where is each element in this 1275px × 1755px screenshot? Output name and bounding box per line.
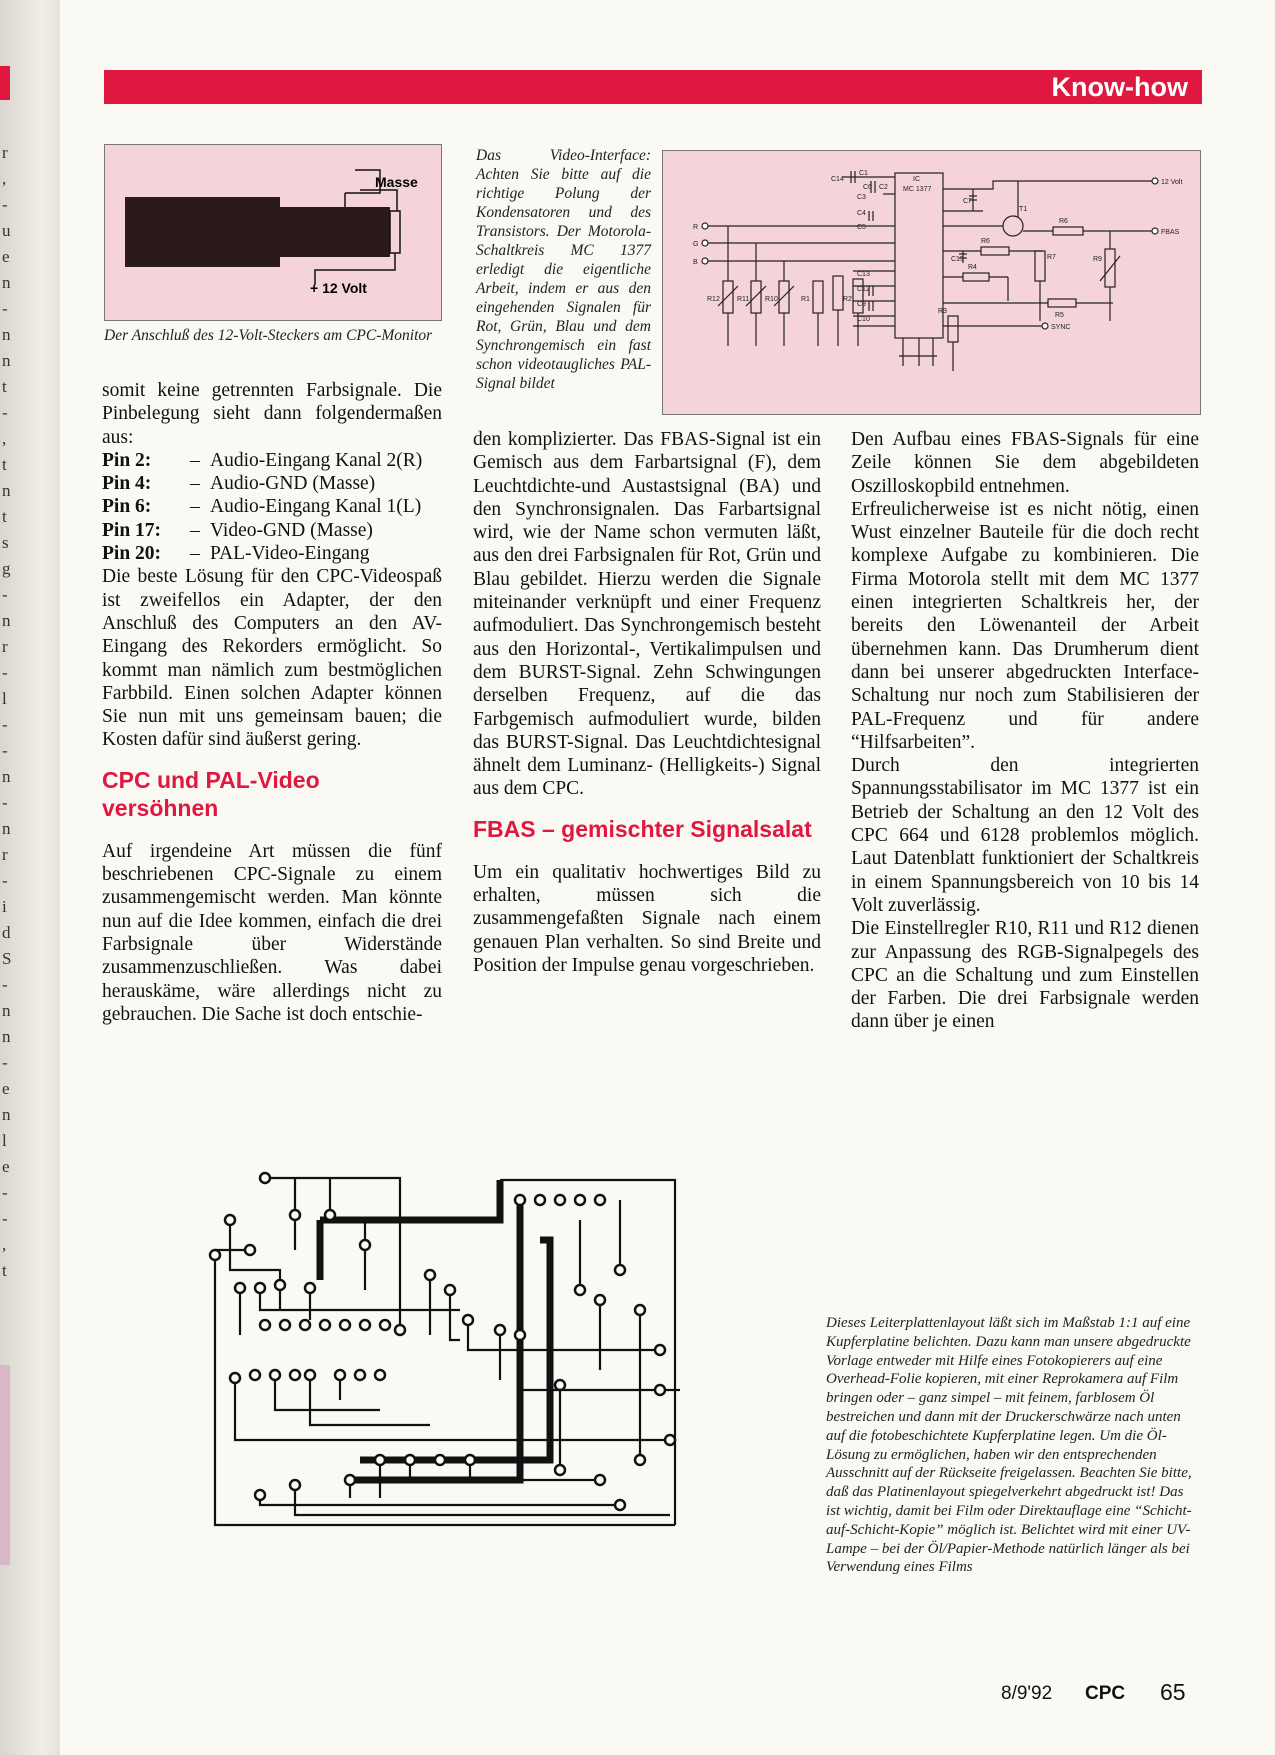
spine-letter: t [2, 377, 7, 396]
spine-letter: - [2, 585, 8, 604]
col3-para2: Erfreulicherweise ist es nicht nötig, einen Wust einzelner Bauteile für die doch recht komplexe Aufgabe zu kombinieren. Die Firma Motorola stellt mit dem MC 1377 einen integrierten Schaltkreis her, der bereits den Löwenanteil der Arbeit übernehmen kann. Das Drumherum dient dann bei unserer abgedruckten Interface-Schaltung nur noch zum Stabilisieren der PAL-Frequenz und für andere “Hilfsarbeiten”. [851, 498, 1199, 753]
svg-text:C12: C12 [857, 286, 870, 293]
col1-intro: somit keine getrennten Farbsignale. Die Pinbelegung sieht dann folgendermaßen aus: [102, 380, 442, 448]
spine-letter: n [2, 1105, 11, 1124]
svg-text:C4: C4 [857, 210, 866, 217]
svg-text:C10: C10 [857, 316, 870, 323]
label-sync: SYNC [1051, 324, 1071, 331]
pin-description: PAL-Video-Eingang [210, 543, 370, 565]
ic-chip [895, 173, 943, 338]
spine-letter: s [2, 533, 9, 552]
column-2 [473, 428, 821, 977]
svg-text:R7: R7 [1047, 254, 1056, 261]
magazine-name: CPC [1085, 1683, 1126, 1704]
svg-text:C1: C1 [859, 170, 868, 177]
spine-letter: t [2, 507, 7, 526]
col3-para4: Die Einstellregler R10, R11 und R12 dienen zur Anpassung des RGB-Signalpegels des CPC an die Schaltung und zum Einstellen der Farben. Die drei Farbsignale werden dann über je einen [851, 918, 1199, 1033]
plug-body [125, 197, 280, 267]
pin-dash: – [190, 449, 200, 471]
svg-text:C5: C5 [857, 224, 866, 231]
spine-letter: e [2, 1157, 10, 1176]
svg-text:R: R [693, 224, 699, 231]
column-3 [851, 428, 1199, 1034]
ground-label: Masse [375, 174, 418, 190]
pin-row [102, 449, 442, 472]
spine-letter: t [2, 1261, 7, 1280]
spine-letter: , [2, 429, 7, 448]
pin-row [102, 472, 442, 495]
pin-row [102, 519, 442, 542]
spine-red-mark [0, 66, 10, 100]
spine-letter: i [2, 897, 7, 916]
plug-tip [390, 211, 400, 253]
spine-letter: - [2, 1183, 8, 1202]
pin-list [102, 449, 442, 565]
svg-text:C9: C9 [857, 301, 866, 308]
spine-letter: - [2, 715, 8, 734]
svg-text:C2: C2 [879, 184, 888, 191]
pcb-caption: Dieses Leiterplattenlayout läßt sich im Maßstab 1:1 auf eine Kupferplatine belichten. Dazu kann man unsere abgedruckte Vorlage entweder mit Hilfe eines Fotokopierers auf eine Overhead-Folie kopieren, mit einer Reprokamera auf Film bringen oder – ganz simpel – mit feinem, farblosem Öl bestreichen und dann mit der Druckerschwärze nach unten auf die fotobeschichtete Kupferplatine legen. Um die Öl-Lösung zu ermöglichen, haben wir den entsprechenden Ausschnitt auf der Rückseite freigelassen. Beachten Sie bitte, daß das Platinenlayout spiegelverkehrt abgedruckt ist! Das ist wichtig, damit bei Film oder Direktauflage eine “Schicht-auf-Schicht-Kopie” möglich ist. Belichtet wird mit einer UV-Lampe – bei der Öl/Papier-Methode natürlich länger als bei Verwendung eines Films [826, 1315, 1192, 1576]
spine-letter: g [2, 559, 11, 578]
svg-text:R12: R12 [707, 296, 720, 303]
pin-row [102, 495, 442, 518]
spine-letter: n [2, 351, 11, 370]
section-label: Know-how [1051, 72, 1188, 102]
svg-text:R11: R11 [737, 296, 750, 303]
pcb-layout [200, 1160, 700, 1560]
spine-letter: l [2, 689, 7, 708]
jack-figure [104, 144, 442, 321]
issue-date: 8/9'92 [1001, 1683, 1053, 1704]
pin-dash: – [190, 496, 200, 518]
plug-barrel [280, 207, 390, 257]
spine-letter: S [2, 949, 12, 968]
circuit-figure [662, 150, 1201, 415]
spine-letter: l [2, 1131, 7, 1150]
spine-letter: n [2, 325, 11, 344]
spine-letter: e [2, 1079, 10, 1098]
pin-description: Audio-Eingang Kanal 1(L) [210, 496, 422, 518]
pin-number: Pin 2: [102, 449, 152, 471]
spine-letter: - [2, 403, 8, 422]
pin-number: Pin 17: [102, 519, 162, 541]
spine-letter: - [2, 975, 8, 994]
svg-text:R3: R3 [938, 308, 947, 315]
jack-diagram [105, 145, 441, 320]
spine-letter: e [2, 247, 10, 266]
label-12v: 12 Volt [1161, 179, 1183, 186]
pin-number: Pin 4: [102, 473, 152, 495]
pin-description: Video-GND (Masse) [210, 519, 373, 541]
svg-text:R1: R1 [801, 296, 810, 303]
col1-heading: CPC und PAL-Video versöhnen [102, 766, 320, 821]
col2-para1: den komplizierter. Das FBAS-Signal ist ein Gemisch aus dem Farbartsignal (F), dem Leuchtdichte-und Austastsignal (BA) und den Synchronsignalen. Das Farbartsignal wird, wie der Name schon vermuten läßt, aus den drei Farbsignalen für Rot, Grün und Blau gebildet. Hierzu werden die Signale miteinander verknüpft und einer Frequenz aufmoduliert. Das Synchrongemisch besteht aus den Horizontal-, Vertikalimpulsen und dem BURST-Signal. Zehn Schwingungen derselben Frequenz, auf die das Farbgemisch aufmoduliert wurde, bilden das BURST-Signal. Das Leuchtdichtesignal ähnelt dem Luminanz- (Helligkeits-) Signal aus dem CPC. [473, 429, 821, 800]
svg-text:T1: T1 [1019, 206, 1028, 213]
spine-letter: , [2, 1235, 7, 1254]
svg-text:C3: C3 [857, 194, 866, 201]
spine-letter: n [2, 767, 11, 786]
ic-name: MC 1377 [903, 186, 932, 193]
spine-letter: - [2, 299, 8, 318]
pin-description: Audio-GND (Masse) [210, 473, 376, 495]
circuit-schematic [663, 151, 1200, 414]
svg-text:C6: C6 [863, 184, 872, 191]
spine-letter: d [2, 923, 11, 942]
spine-letter: n [2, 481, 11, 500]
svg-text:C15: C15 [951, 256, 964, 263]
col3-para1: Den Aufbau eines FBAS-Signals für eine Zeile können Sie dem abgebildeten Oszilloskopbild entnehmen. [851, 429, 1199, 497]
spine-letter: - [2, 1053, 8, 1072]
column-1 [102, 379, 442, 1026]
svg-text:R6: R6 [981, 238, 990, 245]
ic-label: IC [913, 176, 920, 183]
svg-text:C7: C7 [963, 198, 972, 205]
spine-letter: - [2, 793, 8, 812]
section-header-bar [104, 70, 1202, 104]
spine-letter: - [2, 741, 8, 760]
pin-number: Pin 6: [102, 496, 152, 518]
spine-letter: n [2, 611, 11, 630]
spine-letter: - [2, 195, 8, 214]
svg-text:R4: R4 [968, 264, 977, 271]
svg-text:C13: C13 [857, 271, 870, 278]
col2-para2: Um ein qualitativ hochwertiges Bild zu erhalten, müssen sich die zusammengefaßten Signale nach einem genauen Plan verhalten. So sind Breite und Position der Impulse genau vorgeschrieben. [473, 861, 821, 976]
pin-dash: – [190, 519, 200, 541]
spine-letter: t [2, 455, 7, 474]
spine-tint-mark [0, 1365, 10, 1565]
pin-dash: – [190, 473, 200, 495]
spine-letter: r [2, 143, 8, 162]
spine-letter: r [2, 637, 8, 656]
spine-letter: n [2, 1027, 11, 1046]
svg-text:R5: R5 [1055, 312, 1064, 319]
col1-para1: Die beste Lösung für den CPC-Videospaß ist zweifellos ein Adapter, der den Anschluß des Computers an den AV-Eingang des Rekorders ermöglicht. So kommt man nämlich zum bestmöglichen Farbbild. Einen solchen Adapter können Sie nun mit uns gemeinsam bauen; die Kosten dafür sind äußerst gering. [102, 566, 442, 751]
pin-dash: – [190, 543, 200, 565]
col1-para2: Auf irgendeine Art müssen die fünf beschriebenen CPC-Signale zu einem zusammengemischt werden. Man könnte nun auf die Idee kommen, einfach die drei Farbsignale über Widerstände zusammenzuschließen. Was dabei herauskäme, wäre allerdings nicht zu gebrauchen. Die Sache ist doch entschie- [102, 840, 442, 1025]
previous-page-edge-text [2, 140, 16, 1284]
svg-text:C14: C14 [831, 176, 844, 183]
spine-letter: , [2, 169, 7, 188]
voltage-label: + 12 Volt [310, 280, 367, 296]
spine-letter: r [2, 845, 8, 864]
pin-description: Audio-Eingang Kanal 2(R) [210, 449, 423, 471]
svg-text:R2: R2 [843, 296, 852, 303]
col3-para3: Durch den integrierten Spannungsstabilisator im MC 1377 ist ein Betrieb der Schaltung an den 12 Volt des CPC 664 und 6128 problemlos möglich. Laut Datenblatt funktioniert der Schaltkreis in einem Spannungsbereich von 10 bis 14 Volt zuverlässig. [851, 755, 1199, 916]
spine-letter: - [2, 871, 8, 890]
spine-letter: - [2, 1209, 8, 1228]
jack-caption: Der Anschluß des 12-Volt-Steckers am CPC-Monitor [104, 327, 433, 344]
spine-letter: - [2, 663, 8, 682]
label-fbas: FBAS [1161, 229, 1180, 236]
page-number: 65 [1160, 1679, 1186, 1705]
spine-letter: u [2, 221, 11, 240]
svg-text:R9: R9 [1093, 256, 1102, 263]
svg-text:R10: R10 [765, 296, 778, 303]
circuit-caption: Das Video-Interface: Achten Sie bitte auf die richtige Polung der Kondensatoren und des Transistors. Der Motorola-Schaltkreis MC 1377 erledigt die eigentliche Arbeit, indem er aus den eingehenden Signalen für Rot, Grün, Blau und dem Synchrongemisch ein fast schon videotaugliches PAL-Signal bildet [476, 147, 651, 392]
svg-text:B: B [693, 259, 698, 266]
spine-letter: n [2, 819, 11, 838]
svg-text:G: G [693, 241, 699, 248]
spine-letter: n [2, 273, 11, 292]
pin-number: Pin 20: [102, 543, 162, 565]
pin-row [102, 542, 442, 565]
col2-heading: FBAS – gemischter Signalsalat [473, 815, 812, 842]
svg-text:R6: R6 [1059, 218, 1068, 225]
spine-letter: n [2, 1001, 11, 1020]
